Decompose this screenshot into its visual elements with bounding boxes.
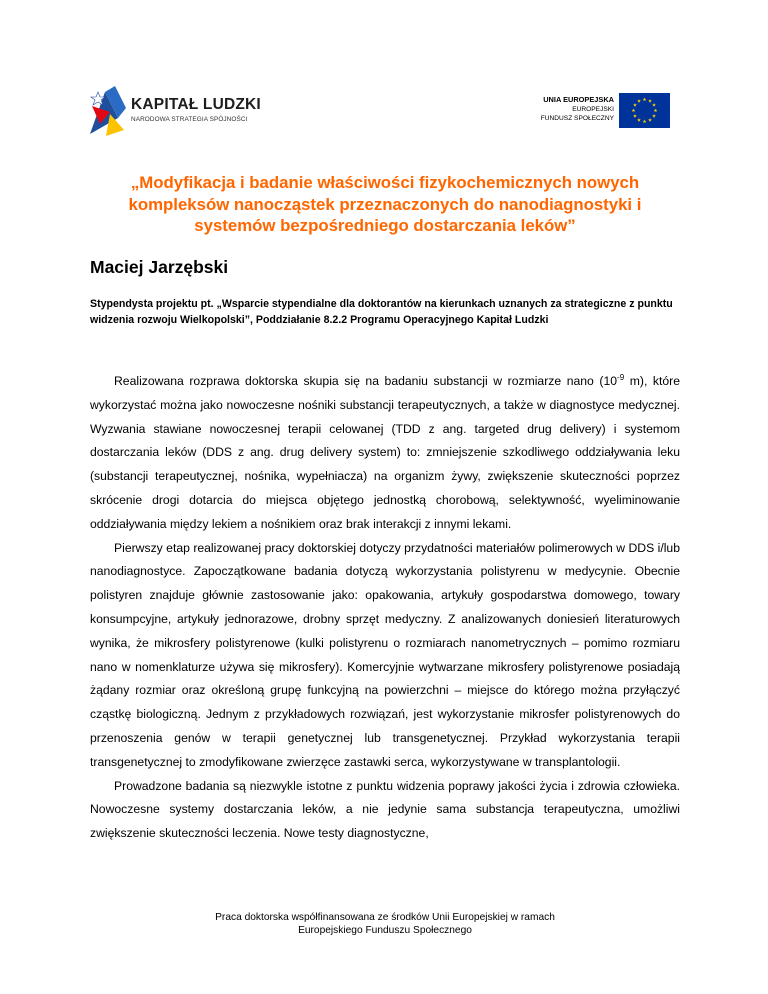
affiliation-note: Stypendysta projektu pt. „Wsparcie stypendialne dla doktorantów na kierunkach uznanych za strategiczne z punktu widzenia rozwoju Wielkopolski”, Poddziałanie 8.2.2 Programu Operacyjnego Kapitał Ludzki [90, 298, 673, 326]
document-title: „Modyfikacja i badanie właściwości fizykochemicznych nowych kompleksów nanocząstek przeznaczonych do nanodiagnostyki i systemów bezpośredniego dostarczania leków” [128, 173, 642, 235]
paragraph-1-rest: m), które wykorzystać można jako nowoczesne nośniki substancji terapeutycznych, a także w diagnostyce medycznej. Wyzwania stawiane nowoczesnej terapii celowanej (TDD z ang. targeted drug delivery) i systemom dostarczania leków (DDS z ang. drug delivery system) to: zmniejszenie szkodliwego oddziaływania leku (substancji terapeutycznej, nośnika, wypełniacza) na organizm żywy, zwiększenie skuteczności poprzez skrócenie drogi dotarcia do miejsca objętego jednostką chorobową, selektywność, wyeliminowanie oddziaływania między lekiem a nośnikiem oraz brak interakcji z innymi lekami. [90, 374, 680, 531]
paragraph-1 [90, 370, 680, 537]
author-name: Maciej Jarzębski [90, 257, 229, 277]
eu-logo-text [541, 95, 614, 123]
body-text [90, 370, 680, 846]
kapital-ludzki-emblem-icon [88, 84, 128, 140]
paragraph-1-start: Realizowana rozprawa doktorska skupia się na badaniu substancji w rozmiarze nano (10 [114, 374, 618, 388]
exponent: -9 [617, 372, 625, 382]
eu-logo-line3: FUNDUSZ SPOŁECZNY [540, 115, 614, 122]
kapital-ludzki-subtitle: NARODOWA STRATEGIA SPÓJNOŚCI [131, 116, 248, 123]
eu-logo [508, 93, 670, 129]
paragraph-2: Pierwszy etap realizowanej pracy doktorskiej dotyczy przydatności materiałów polimerowych w DDS i/lub nanodiagnostyce. Zapoczątkowane badania dotyczą wykorzystania polistyrenu w medycynie. Obecnie polistyren znajduje głównie zastosowanie jako: opakowania, artykuły gospodarstwa domowego, towary konsumpcyjne, artykuły jednorazowe, drobny sprzęt medyczny. Z analizowanych doniesień literaturowych wynika, że mikrosfery polistyrenowe (kulki polistyrenu o rozmiarach nanometrycznych – pomimo rozmiaru nano w nomenklaturze używa się mikrosfery). Komercyjnie wytwarzane mikrosfery polistyrenowe posiadają żądany rozmiar oraz określoną grupę funkcyjną na powierzchni – miejsce do którego można przyłączyć cząstkę biologiczną. Jednym z przykładowych rozwiązań, jest wykorzystanie mikrosfer polistyrenowych do przenoszenia genów w terapii genetycznej lub transgenetycznej. Przykład wykorzystania terapii transgenetycznej to zmodyfikowane zwierzęce zastawki serca, wykorzystywane w transplantologii. [90, 540, 680, 769]
kapital-ludzki-logo [88, 84, 288, 140]
kapital-ludzki-title: KAPITAŁ LUDZKI [131, 96, 261, 113]
eu-flag-icon [619, 93, 670, 128]
eu-logo-line1: UNIA EUROPEJSKA [543, 95, 614, 104]
paragraph-3: Prowadzone badania są niezwykle istotne z punktu widzenia poprawy jakości życia i zdrowia człowieka. Nowoczesne systemy dostarczania leków, a nie jedynie sama substancja terapeutyczna, umożliwi zwiększenie skuteczności leczenia. Nowe testy diagnostyczne, [90, 778, 680, 841]
footer-line-2: Europejskiego Funduszu Społecznego [298, 925, 472, 936]
footer-line-1: Praca doktorska współfinansowana ze środków Unii Europejskiej w ramach [215, 912, 555, 923]
funding-footer [90, 911, 680, 937]
eu-logo-line2: EUROPEJSKI [572, 106, 614, 113]
